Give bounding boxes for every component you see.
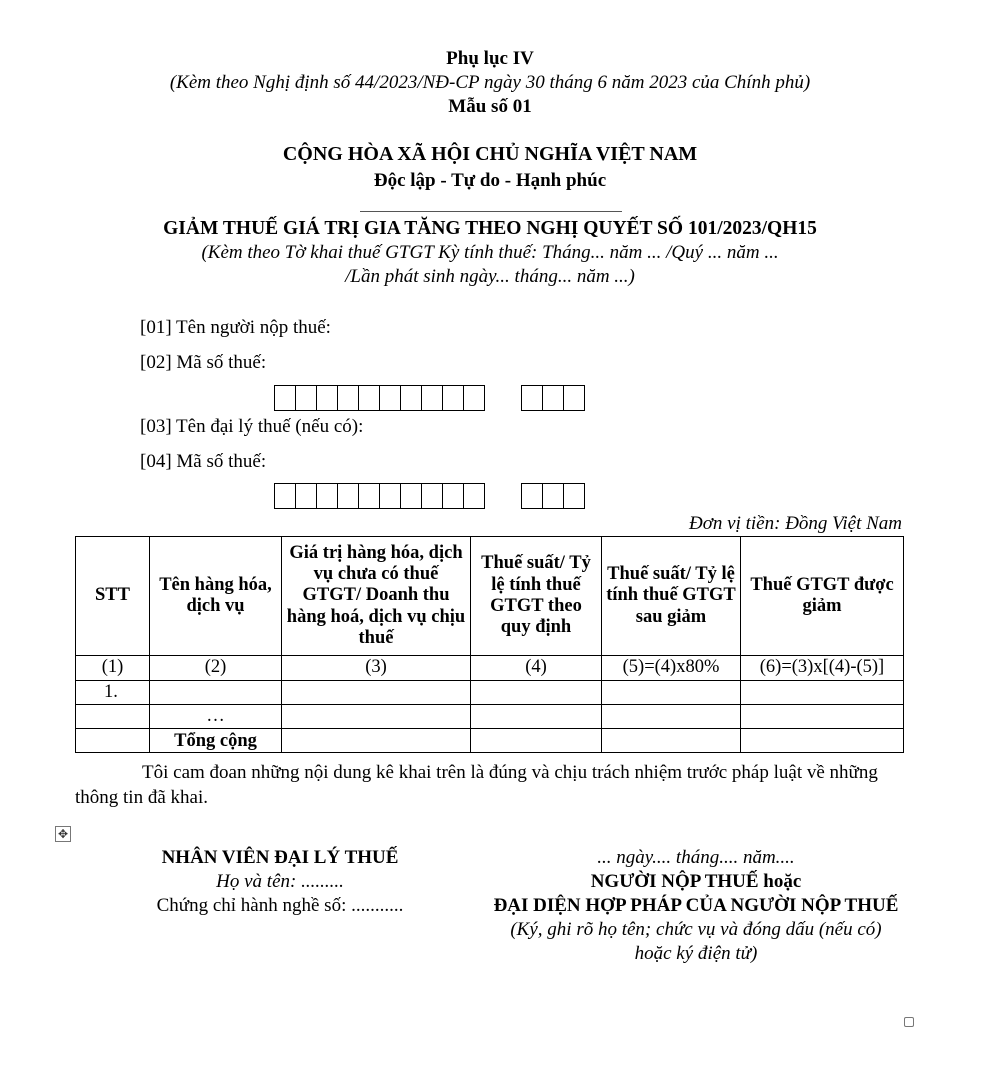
table-cell[interactable] xyxy=(76,729,150,753)
column-number: (4) xyxy=(471,656,602,681)
column-number: (2) xyxy=(150,656,282,681)
column-number: (3) xyxy=(282,656,471,681)
form-number: Mẫu số 01 xyxy=(448,96,532,117)
agent-title: NHÂN VIÊN ĐẠI LÝ THUẾ xyxy=(161,847,399,868)
electronic-signature-note: hoặc ký điện tử) xyxy=(634,943,758,964)
header-goods-name: Tên hàng hóa, dịch vụ xyxy=(150,537,282,656)
table-row xyxy=(76,681,904,705)
table-cell[interactable] xyxy=(602,705,741,729)
form-subtitle-line-1: (Kèm theo Tờ khai thuế GTGT Kỳ tính thuế: Tháng... năm ... /Quý ... năm ... xyxy=(201,242,779,263)
header-reduced-rate: Thuế suất/ Tỷ lệ tính thuế GTGT sau giảm xyxy=(602,537,741,656)
table-cell[interactable] xyxy=(471,681,602,705)
header-stt: STT xyxy=(76,537,150,656)
agent-certificate-label: Chứng chỉ hành nghề số: ........... xyxy=(156,895,404,916)
row-ellipsis: … xyxy=(150,705,282,729)
table-cell[interactable] xyxy=(471,729,602,753)
decree-reference: (Kèm theo Nghị định số 44/2023/NĐ-CP ngày 30 tháng 6 năm 2023 của Chính phủ) xyxy=(169,72,811,93)
table-cell[interactable] xyxy=(282,729,471,753)
taxpayer-title-line-2: ĐẠI DIỆN HỢP PHÁP CỦA NGƯỜI NỘP THUẾ xyxy=(493,895,899,916)
table-cell[interactable] xyxy=(282,705,471,729)
total-row xyxy=(76,729,904,753)
agent-signature-block xyxy=(130,846,430,918)
declaration-text: Tôi cam đoan những nội dung kê khai trên là đúng và chịu trách nhiệm trước pháp luật về những thông tin đã khai. xyxy=(75,762,878,808)
table-cell[interactable] xyxy=(471,705,602,729)
agent-tax-id-suffix-boxes[interactable] xyxy=(521,483,584,509)
table-cell[interactable] xyxy=(150,681,282,705)
resize-handle-icon[interactable] xyxy=(904,1017,914,1027)
agent-tax-id-boxes[interactable] xyxy=(274,483,484,509)
table-cell[interactable] xyxy=(76,705,150,729)
column-number: (1) xyxy=(76,656,150,681)
header-vat-reduced: Thuế GTGT được giảm xyxy=(741,537,904,656)
table-row xyxy=(76,705,904,729)
table-cell[interactable] xyxy=(741,681,904,705)
taxpayer-tax-id-suffix-boxes[interactable] xyxy=(521,385,584,411)
header-value-before-tax: Giá trị hàng hóa, dịch vụ chưa có thuế GTGT/ Doanh thu hàng hoá, dịch vụ chịu thuế xyxy=(282,537,471,656)
appendix-title: Phụ lục IV xyxy=(446,48,534,69)
agent-name-label: Họ và tên: ......... xyxy=(216,871,344,892)
table-move-handle-icon[interactable]: ✥ xyxy=(55,826,71,842)
table-cell[interactable] xyxy=(602,729,741,753)
country-name: CỘNG HÒA XÃ HỘI CHỦ NGHĨA VIỆT NAM xyxy=(282,143,698,165)
national-motto: Độc lập - Tự do - Hạnh phúc xyxy=(373,170,607,191)
table-header-row xyxy=(76,537,904,656)
column-number: (5)=(4)x80% xyxy=(602,656,741,681)
taxpayer-signature-block xyxy=(478,846,914,966)
table-cell[interactable] xyxy=(741,705,904,729)
form-subtitle-line-2: /Lần phát sinh ngày... tháng... năm ...) xyxy=(345,266,635,287)
signing-instruction: (Ký, ghi rõ họ tên; chức vụ và đóng dấu (nếu có) xyxy=(510,919,882,940)
column-number: (6)=(3)x[(4)-(5)] xyxy=(741,656,904,681)
table-cell[interactable] xyxy=(741,729,904,753)
taxpayer-tax-id-boxes[interactable] xyxy=(274,385,484,411)
motto-divider xyxy=(360,211,622,212)
form-title: GIẢM THUẾ GIÁ TRỊ GIA TĂNG THEO NGHỊ QUYẾT SỐ 101/2023/QH15 xyxy=(163,218,817,239)
taxpayer-tax-id-label: [02] Mã số thuế: xyxy=(140,352,267,373)
total-label: Tổng cộng xyxy=(150,729,282,753)
table-cell[interactable] xyxy=(282,681,471,705)
taxpayer-name-field[interactable]: [01] Tên người nộp thuế: xyxy=(140,317,331,338)
vat-reduction-table xyxy=(75,536,904,753)
row-stt: 1. xyxy=(76,681,150,705)
taxpayer-title-line-1: NGƯỜI NỘP THUẾ hoặc xyxy=(590,871,802,892)
currency-unit-note: Đơn vị tiền: Đồng Việt Nam xyxy=(689,513,902,534)
header-tax-rate: Thuế suất/ Tỷ lệ tính thuế GTGT theo quy định xyxy=(471,537,602,656)
table-cell[interactable] xyxy=(602,681,741,705)
column-number-row xyxy=(76,656,904,681)
agent-tax-id-label: [04] Mã số thuế: xyxy=(140,451,267,472)
agent-name-field[interactable]: [03] Tên đại lý thuế (nếu có): xyxy=(140,416,364,437)
signature-date: ... ngày.... tháng.... năm.... xyxy=(597,847,795,868)
